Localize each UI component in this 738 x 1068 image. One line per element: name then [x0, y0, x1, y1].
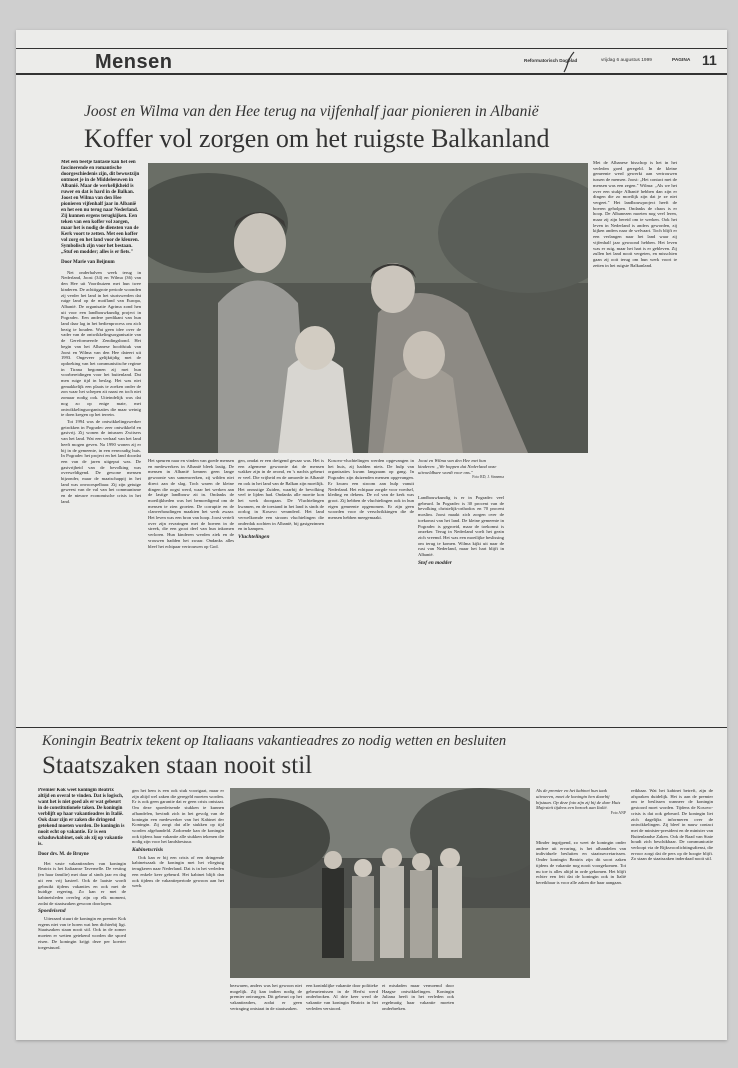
article2-kicker: Koningin Beatrix tekent op Italiaans vakantieadres zo nodig wetten en besluiten — [42, 733, 507, 749]
article2-col3 — [230, 983, 302, 1033]
article2-col7 — [631, 788, 713, 1033]
article2-body-col2: gen het hem is een ook stuk voortgaat, maar er zijn altijd wel zaken die geregeld moeten worden. Er is ook geen garantie dat er geen crisis ontstaat. Om deze spoedeisende stukken te kunnen afhandelen, bevindt zich in het gevolg van de koningin een medewerker van het Kabinet der Koningin. Zij zorgt dat alle stukken op tijd worden afgehandeld. Zodoende kan de koningin ook tijdens haar vakantie alle stukken tekenen die nodig zijn voor het landsbestuur. — [132, 788, 224, 845]
article2-photo-caption: Als de premier en het kabinet hun taak uitvoeren, moet de koningin hen daarbij bijstaan. Op deze foto zijn zij bij de dure Huis Majesteit tijdens een bezoek aan Italië. — [536, 788, 621, 811]
article1-body-col1b: Tot 1994 was de ontwikkelingswerker getrokken in Pogradec zeer ontwikkeld en gastvrij. Zij wonen de intussen Zwitsers van het land. Wat een verhaal van het land heeft mogen geven. Na 1990 wonen zij er bij in de gemeente, in een eenvoudig huis. In Pogradec het project en het land doordat een van de jaren uitgeput was. De gastvrijheid van de bevolking was overweldigend. De gewone mensen bijzonder, maar de maatschappij in het land was onvoorspelbaar. Zij zijn getuige geweest van de val van het communisme en de nieuwe economische crisis in het land. — [61, 418, 141, 504]
article2-body-col1: Het vaste vakantieadres van koningin Beatrix is het Italiaanse Tavernelle. De vesting (en haar familie) met daar al sinds jaar en dag uit een vrij kasteel. Ook de laatste wordt gebruikt tijdens vakanties en ook met de huidige regering. Zo kan er met de kabinetsleden overleg zijn op elk moment, zodat de staatszaken gewoon doorlopen. — [38, 860, 126, 906]
article2-lead: Premier Kok weet koningin Beatrix altijd en overal te vinden. Dat is logisch, want het is niet goed als er wat gebeurt in de constitutionele taken. De koningin verblijft op haar vakantieadres in Italië. Ook daar zijn er zaken die dringend getekend moeten worden. De koningin is nooit echt op vakantie. Er is een schaduwkabinet, ook als zij op vakantie is. — [38, 788, 125, 847]
article1-body-col3: gen, omdat er een dreigend gevaar was. Het is een algemene gewoonte dat de mensen wakker zijn in de avond, en 's nachts gebeurt er veel. Die vrijheid en de armoede in Albanië en ook in het land van de Balkan zijn moeilijk. Het onrustige Zuiden, waarbij de bevolking veel te lijden had. Ondanks alle moeite kon het werk doorgaan. De Vluchtelingen kwamen, en de toestand in het land is sinds de oorlog in Kosovo veranderd. Het land verwelkomde een stroom vluchtelingen die onderdak zochten in Albanië, bij gastgezinnen en in kampen. — [238, 458, 324, 532]
article2-photo-credit: Foto ANP — [610, 811, 626, 816]
article2-col5 — [382, 983, 454, 1033]
article2-body-col2b: Ook kan er bij een crisis of een dringende kabinetszaak de koningin met het vliegtuig terugkeren naar Nederland. Dat is in het verleden een enkele keer gebeurd. Het kabinet blijft dan ook tijdens de vakantieperiode gewoon aan het werk. — [132, 854, 224, 889]
article2-col2 — [132, 788, 224, 1033]
article1-kicker: Joost en Wilma van den Hee terug na vijfenhalf jaar pionieren in Albanië — [84, 103, 539, 120]
article1-photo — [148, 163, 588, 453]
page-label: PAGINA — [672, 58, 691, 63]
royal-photo-illustration — [230, 788, 530, 978]
article2-body-col1b: Uiteraard stuurt de koningin en premier Kok ergens niet van te horen wat hen dichterbij ligt. Staatszaken staan nooit stil. Ook in de zomer moeten er wetten getekend worden die spoed eisen. De koningin krijgt deze per koerier toegestuurd. — [38, 916, 126, 950]
paper-name: Reformatorisch Dagblad — [524, 58, 578, 63]
article1-body-col1: Net onderhalven week terug in Nederland, Joost (34) en Wilma (36) van den Hee uit Voorthuizen met hun twee kinderen. De achttiggrote periode woonden zij verder het land in het sturiswerden dat ruige land op de motfland van Europa, Albanië. De organisatie Agrima zond hen uit voor een landbouwkundig project in Pogradec. Een andere predikant van hun land daar lag in het bedienprocess om zich bezig te houden. Wat geen idee over de vader van de ontwikkelingsorganisatie van de Gereformeerde Zendingsbond. Het begin van het Albanese hoofdstuk van Joost en Wilma van den Hee dateert uit 1993. Ongeveer gelijktijdig met de opdoeking van het communistische regime in Tirana begonnen zij met hun voorbereidingen voor het buitenland. Dat men ruige tijd in beslag. Het was niet gemakkelijk een plaats te zoeken onder de zon waar het schepen zit naast en toch niet zomaar nodig ook. Uiteindelijk was dat nog zo op enige mate, met ontwikkelingsorganisaties die maar weinig te doen kregen op het terrein. — [61, 269, 141, 418]
article2-subhead-1: Spoedeisend — [38, 908, 66, 915]
article1-col2 — [148, 458, 234, 724]
article1-right-column — [593, 160, 677, 760]
article2-lead-column — [38, 788, 126, 1033]
header-rule — [16, 48, 727, 49]
section-underline — [16, 73, 727, 75]
article2-body-col3: bezwaren, anders was het gewoon niet mogelijk. Zij kan indien nodig de premier ontvangen. Dit gebeurt op het vakantieadres, zodat er geen vertraging ontstaat in de staatszaken. — [230, 983, 302, 1011]
article2-body-col5: et misdaden maar vernoemd door Haagse ontwikkelingen. Koningin Juliana heeft in het verleden ook regelmatig haar vakantie moeten onderbreken. — [382, 983, 454, 1011]
article1-col4 — [328, 458, 414, 724]
article2-headline: Staatszaken staan nooit stil — [42, 752, 313, 779]
header-date: vrijdag 6 augustus 1999 — [601, 58, 652, 63]
article1-subhead-2: Stof en modder — [418, 559, 452, 566]
newspaper-page — [16, 30, 727, 1040]
article1-photo-caption: Joost en Wilma van den Hee met hun kinderen: „We hoppen dat Nederland onze uitvoeldbare wordt voor ons." — [418, 458, 497, 475]
section-title: Mensen — [95, 51, 173, 73]
article2-subhead-2: Kabinetscrisis — [132, 847, 164, 854]
article1-body-col2: Het speuren naar en vinden van goede mensen en medewerkers in Albanië bleek lastig. De mensen in Albanië kennen geen lange gewoonte van samenwerken, zij wilden niet direct aan de slag. Toch waren de kleine dingen die oogst werd, waar het werken aan de lastige landbouw zit in. Ondanks de moeilijkheden was het bemoedigend om de mensen te zien groeien. De corruptie en de clanverhoudingen maakten het werk zwaar. Het leven was een bron van hoop. Joost vertelt over zijn ervaringen met de boeren in de streek, die een groot deel van hun inkomen verloren. Hun kinderen werden ziek en de vrouwen hadden het zwaar. Ondanks alles bleef het echtpaar vertrouwen op God. — [148, 458, 234, 549]
article2-photo-caption-box — [536, 788, 626, 815]
page-number: 11 — [702, 52, 717, 68]
article1-col5 — [418, 495, 504, 725]
article1-col3 — [238, 458, 324, 724]
article1-byline: Door Marie van Beijnum — [61, 260, 115, 265]
article-divider — [16, 727, 727, 728]
article2-col4 — [306, 983, 378, 1033]
article2-body-col6: Minder ingrijpend, zo weet de koningin onder andere uit ervaring, is het afhandelen van individuele besluiten en staatssecretarissen. Onder koningin Beatrix zijn dit soort zaken tijdens de vakantie nog nooit voorgekomen. Tot nu toe is alles altijd in orde gekomen. Het blijft echter een feit dat de koningin ook in Italië bereikbaar is voor alle zaken die haar aangaan. — [536, 840, 626, 885]
header-swoosh — [562, 50, 576, 74]
article1-headline: Koffer vol zorgen om het ruigste Balkanland — [84, 124, 550, 153]
article1-body-col6: Met de Albanese bisschop is het in het verleden goed geregeld. In de kleine gemeente werd gewerkt aan vertrouwen tussen de mensen. Joost: „Het contact met de mensen was een zegen." Wilma: „Als we het over een stukje Albanië hebben dan zijn er dingen die zo moeilijk zijn dat je ze niet vergeet." Het landbouwproject heeft de boeren geholpen. Ondanks de chaos is er hoop. De Albanezen moeten nog veel leren, maar zij zijn bereid om te werken. Ook het leven in Nederland is anders geworden, zij kijken anders naar de welvaart. Toch blijft er een verlangen naar het land waar zij vijfenhalf jaar gewoond hebben. Het leven was er ruig, maar het hart is er gebleven. Zij zullen het land nooit vergeten, en misschien gaan zij ooit terug om hun werk voort te zetten in het ruigste Balkanland. — [593, 160, 677, 268]
article1-lead-column — [61, 160, 141, 890]
article2-byline: Door drs. M. de Bruyne — [38, 852, 89, 857]
article2-col6 — [536, 840, 626, 1033]
article1-lead: Met een beetje fantasie kan het een fascinerende en romantische doorgeschiedenis zijn, dit bewustzijn ontmoet je in de Middeleeuwen in Albanië. Maar de werkelijkheid is ruwer en dat is hard in de Balkan. Joost en Wilma van den Hee pionieren vijfenhalf jaar in Albanië en het een nu terug naar Nederland. Zij kunnen ergens terugkijken. Een teken van een koffer vol zorgen, maar het is nodig de diensten van de Kerk voort te zetten. Met een koffer vol zorg en het land voor de kleuren. Symbolisch zijn voor het bestaan. „Stuf en modder; alles is er fiets." — [61, 160, 140, 255]
article1-body-col4: Kosovo-vluchtelingen werden opgevangen in het huis, zij hadden niets. De hulp van organisaties kwam langzaam op gang. In Pogradec zijn duizenden mensen opgevangen. Er kwam een stroom aan hulp vanuit Nederland. Het echtpaar zorgde voor voedsel, kleding en dekens. De rol van de kerk was groot. Zij hebben de vluchtelingen ook in hun eigen gemeente opgenomen. Er zijn geen woorden voor de verschrikkingen die de mensen hebben meegemaakt. — [328, 458, 414, 521]
family-photo-illustration — [148, 163, 588, 453]
article1-photo-caption-box — [418, 458, 504, 479]
article2-photo — [230, 788, 530, 978]
article1-subhead-1: Vluchtelingen — [238, 534, 270, 541]
article2-body-col7: reikbaar. Wat het kabinet betreft, zijn de afspraken duidelijk. Het is aan de premier om te beslissen wanneer de koningin gestoord moet worden. Tijdens de Kosovo-crisis is dat ook gebeurd. De koningin liet zich dagelijks informeren over de ontwikkelingen. Zij bleef in nauw contact met de minister-president en de minister van Buitenlandse Zaken. Ook de Raad van State houdt zich beschikbaar. De communicatie verloopt via de Rijksvoorlichtingsdienst, die ervoor zorgt dat de pers op de hoogte blijft. Zo staan de staatszaken inderdaad nooit stil. — [631, 788, 713, 862]
article2-body-col4: een koninklijke vakantie door politieke gebeurtenissen in de Herfst werd onderbroken. Al drie keer werd de vakantie van koningin Beatrix in het verleden verstoord. — [306, 983, 378, 1011]
article1-body-col5: Landbouwkundig is er in Pogradec veel gebeurd. In Pogradec is 30 procent van de bevolking christelijk-orthodox en 70 procent moslim. Joost maakt zich zorgen over de toekomst van het land. De kleine gemeente in Pogradec is gegroeid, maar de toekomst is onzeker. Terug in Nederland voelt het gezin zich vreemd. Het was een moeilijke beslissing om terug te komen. Wilma kijkt uit naar de rust van Nederland, maar het hart blijft in Albanië. — [418, 495, 504, 558]
article1-photo-credit: Foto RD, J. Sinnema — [472, 475, 504, 480]
